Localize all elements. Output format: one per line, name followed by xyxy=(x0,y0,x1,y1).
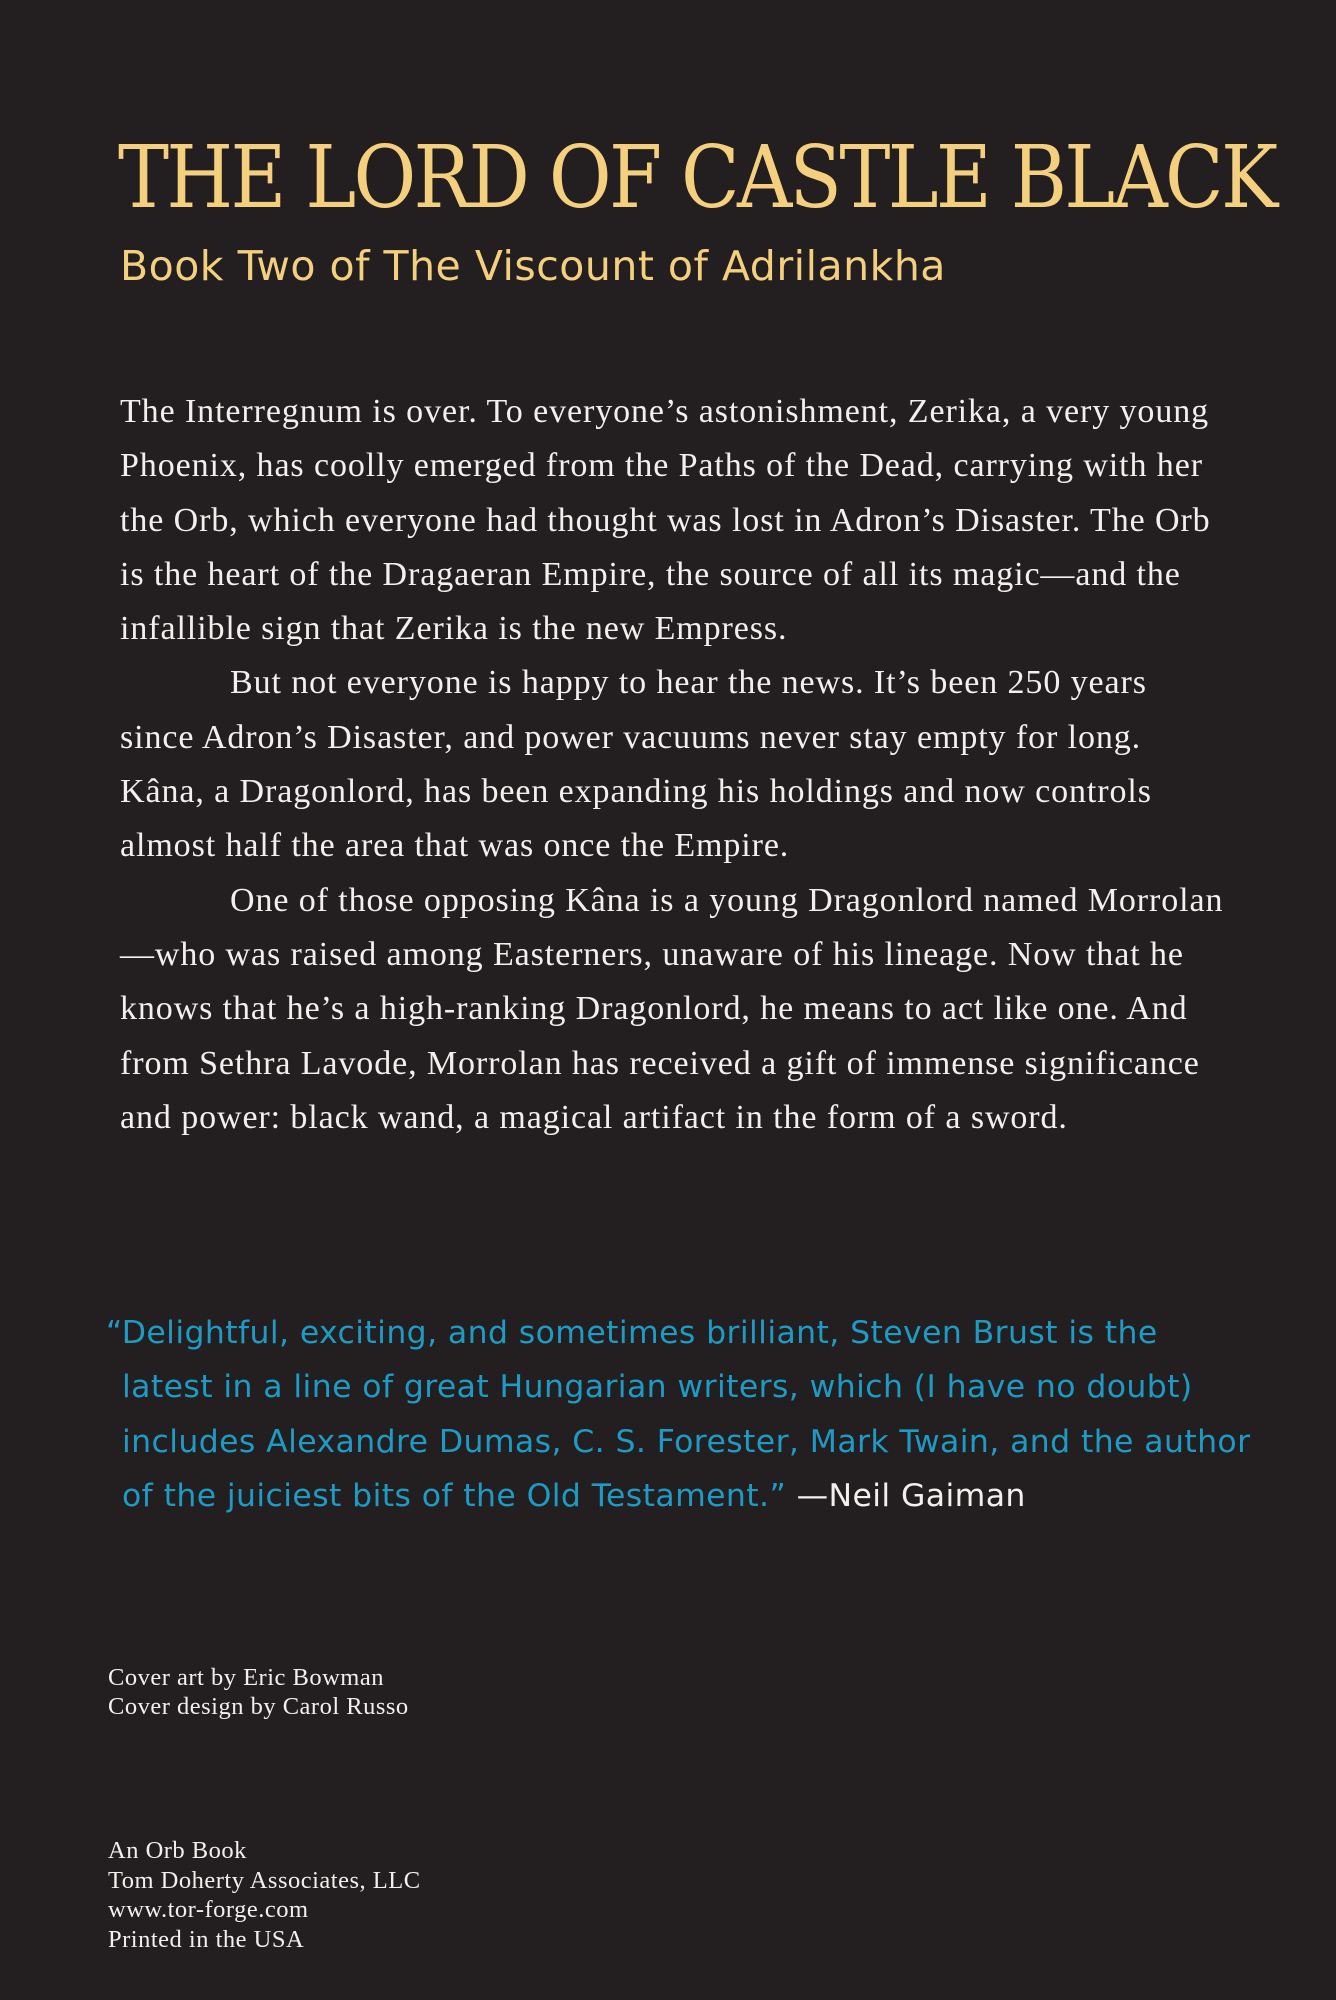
printed-location: Printed in the USA xyxy=(108,1925,305,1953)
review-quote xyxy=(104,1306,1252,1523)
synopsis-paragraph-3: One of those opposing Kâna is a young Dragonlord named Morrolan—who was raised among Easterners, unaware of his lineage. Now that he knows that he’s a high-ranking Dragonlord, he means to act like one. And from Sethra Lavode, Morrolan has received a gift of immense significance and power: black wand, a magical artifact in the form of a sword. xyxy=(120,881,1224,1136)
book-title: THE LORD OF CASTLE BLACK xyxy=(118,128,1276,228)
synopsis-blurb xyxy=(120,385,1230,1145)
synopsis-paragraph-2: But not everyone is happy to hear the news. It’s been 250 years since Adron’s Disaster, and power vacuums never stay empty for long. Kâna, a Dragonlord, has been expanding his holdings and now controls almost half the area that was once the Empire. xyxy=(120,664,1152,865)
review-quote-attribution: —Neil Gaiman xyxy=(796,1477,1026,1514)
publisher-company: Tom Doherty Associates, LLC xyxy=(108,1866,421,1894)
book-subtitle: Book Two of The Viscount of Adrilankha xyxy=(120,242,946,290)
publisher-website: www.tor-forge.com xyxy=(108,1896,309,1923)
synopsis-paragraph-1: The Interregnum is over. To everyone’s astonishment, Zerika, a very young Phoenix, has coolly emerged from the Paths of the Dead, carrying with her the Orb, which everyone had thought was lost in Adron’s Disaster. The Orb is the heart of the Dragaeran Empire, the source of all its magic—and the infallible sign that Zerika is the new Empress. xyxy=(120,393,1211,648)
review-quote-text: “Delightful, exciting, and sometimes brilliant, Steven Brust is the latest in a line of great Hungarian writers, which (I have no doubt) includes Alexandre Dumas, C. S. Forester, Mark Twain, and the author of the juiciest bits of the Old Testament.” xyxy=(106,1315,1251,1514)
cover-art-credit: Cover art by Eric Bowman xyxy=(108,1664,384,1691)
publisher-info xyxy=(108,1836,421,1954)
cover-credits xyxy=(108,1663,409,1721)
cover-design-credit: Cover design by Carol Russo xyxy=(108,1693,409,1720)
publisher-imprint: An Orb Book xyxy=(108,1837,247,1864)
